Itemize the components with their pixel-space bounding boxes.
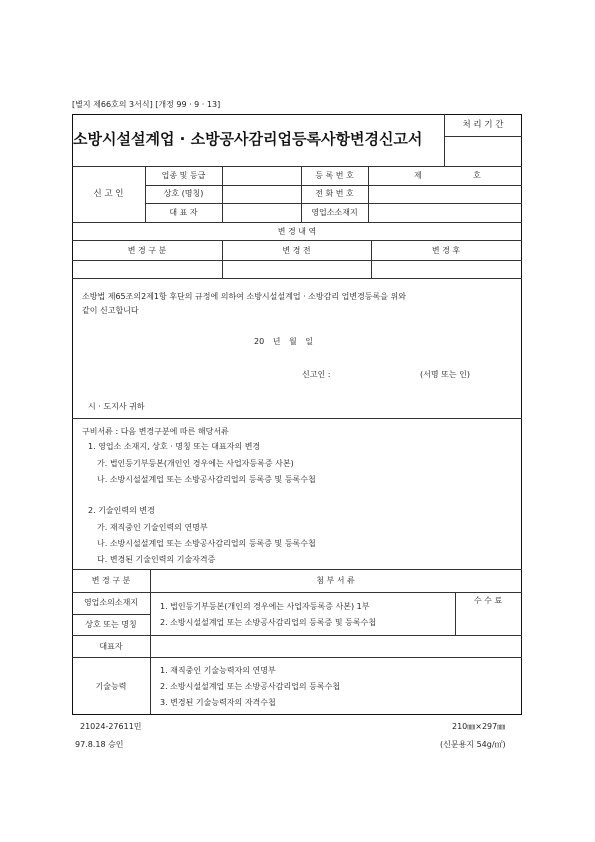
form-code: 21024-27611민 <box>80 722 142 731</box>
required-doc-item: 가. 재직중인 기술인력의 연명부 <box>97 523 208 532</box>
form-reference: [별지 제66호의 3서식] [개정 99 · 9 · 13] <box>72 100 221 109</box>
approval-date: 97.8.18 승인 <box>75 740 124 749</box>
border-bottom <box>72 714 522 715</box>
processing-period-label: 처 리 기 간 <box>462 120 504 130</box>
declaration-line-1: 소방법 제65조의2제1항 후단의 규정에 의하여 소방시설설계업 · 소방감리 업변경등록을 위와 <box>82 292 406 301</box>
attach-doc-item: 2. 소방시설설계업 또는 소방공사감리업의 등록수첩 <box>160 682 341 691</box>
paper-type: (신문용지 54g/㎡) <box>440 740 506 749</box>
before-change-field[interactable] <box>223 261 370 277</box>
registration-suffix: 호 <box>473 171 481 180</box>
trade-name-label: 상호 (명칭) <box>163 189 204 198</box>
attach-docs-header: 첨 부 서 류 <box>316 576 355 585</box>
fee-field[interactable] <box>456 614 520 634</box>
addressee: 시 · 도지사 귀하 <box>88 402 145 411</box>
changes-section-title: 변 경 내 역 <box>277 227 317 236</box>
attach-doc-item: 1. 법인등기부등본(개인의 경우에는 사업자등록증 사본) 1부 <box>160 602 370 611</box>
border-right <box>521 114 522 715</box>
attach-doc-item: 3. 변경된 기술능력자의 자격수첩 <box>160 698 276 707</box>
divider <box>72 569 522 570</box>
trade-name-field[interactable] <box>223 186 300 202</box>
required-doc-item: 2. 기술인력의 변경 <box>88 506 155 515</box>
divider <box>72 240 522 241</box>
required-docs-heading: 구비서류 : 다음 변경구분에 따른 해당서류 <box>82 427 229 436</box>
attach-category-header: 변 경 구 분 <box>91 576 131 585</box>
divider <box>444 136 522 137</box>
declaration-line-2: 같이 신고합니다 <box>82 306 139 315</box>
after-change-header: 변 경 후 <box>431 246 461 255</box>
required-doc-item: 나. 소방시설설계업 또는 소방공사감리업의 등록증 및 등록수첩 <box>97 539 316 548</box>
fee-label: 수 수 료 <box>473 596 503 605</box>
business-type-field[interactable] <box>223 167 300 184</box>
representative-label: 대 표 자 <box>169 208 198 217</box>
office-address-label: 영업소소재지 <box>311 208 358 217</box>
divider <box>72 614 150 615</box>
phone-number-field[interactable] <box>369 186 520 202</box>
signer-label: 신고인 : <box>302 370 331 379</box>
divider <box>72 278 522 279</box>
divider <box>72 635 522 636</box>
registration-number-label: 등 록 번 호 <box>315 171 354 180</box>
divider <box>150 569 151 714</box>
page-title: 소방시설설계업 · 소방공사감리업등록사항변경신고서 <box>73 130 423 148</box>
representative-field[interactable] <box>223 204 300 221</box>
border-top <box>72 114 522 115</box>
change-category-header: 변 경 구 분 <box>127 246 167 255</box>
attach-doc-item: 2. 소방시설설계업 또는 소방공사감리업의 등록증 및 등록수첩 <box>160 618 377 627</box>
business-type-label: 업종 및 등급 <box>161 171 206 180</box>
declaration-date: 20 년 월 일 <box>254 337 313 346</box>
before-change-header: 변 경 전 <box>282 246 311 255</box>
attach-doc-item: 1. 재직중인 기술능력자의 연명부 <box>160 666 276 675</box>
paper-size: 210㎜×297㎜ <box>452 722 506 731</box>
required-doc-item: 다. 변경된 기술인력의 기술자격증 <box>97 555 216 564</box>
attach-row-category: 기술능력 <box>95 682 127 691</box>
office-address-field[interactable] <box>369 204 520 221</box>
divider <box>72 657 522 658</box>
required-doc-item: 나. 소방시설설계업 또는 소방공사감리업의 등록증 및 등록수첩 <box>97 475 316 484</box>
attach-row-category: 상호 또는 명칭 <box>85 620 137 629</box>
applicant-section-label: 신 고 인 <box>93 189 124 199</box>
signature-note: (서명 또는 인) <box>420 370 470 379</box>
after-change-field[interactable] <box>372 261 520 277</box>
phone-number-label: 전 화 번 호 <box>315 189 354 198</box>
attach-row-category: 대표자 <box>99 642 123 651</box>
divider <box>72 418 522 419</box>
change-category-field[interactable] <box>73 261 221 277</box>
registration-prefix: 제 <box>414 171 422 180</box>
required-doc-item: 가. 법인등기부등본(개인인 경우에는 사업자등록증 사본) <box>97 459 294 468</box>
required-doc-item: 1. 영업소 소재지, 상호 · 명칭 또는 대표자의 변경 <box>88 442 261 451</box>
divider <box>72 222 522 223</box>
attach-row-category: 영업소의소재지 <box>83 598 139 607</box>
